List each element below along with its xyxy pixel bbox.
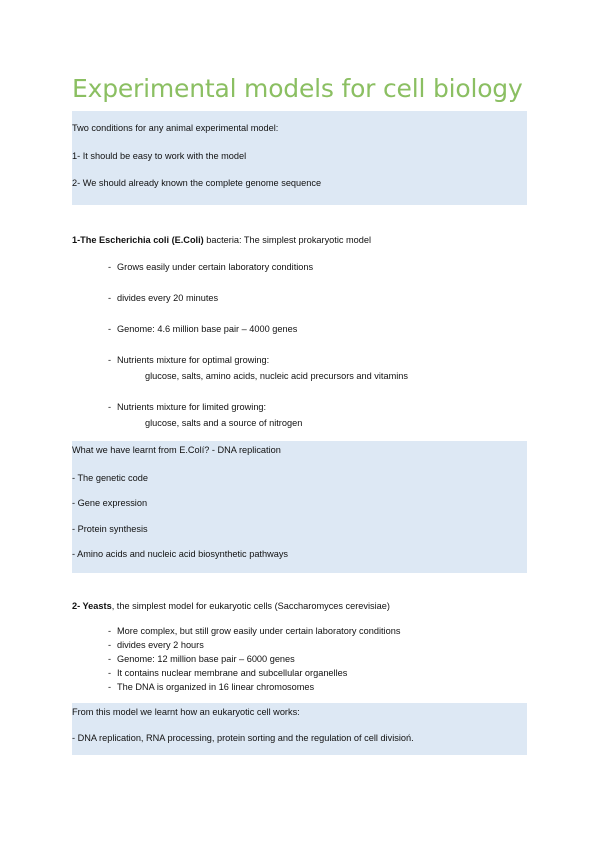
ecoli-item: - Nutrients mixture for limited growing: [117, 401, 266, 413]
learnt-line: - Gene expression [72, 498, 148, 508]
ecoli-item: - Nutrients mixture for optimal growing: [117, 354, 269, 366]
limited-nutrients: glucose, salts and a source of nitrogen [145, 418, 303, 428]
ecoli-item: - divides every 20 minutes [117, 292, 218, 304]
optimal-nutrients: glucose, salts, amino acids, nucleic acid precursors and vitamins [145, 371, 408, 381]
yeasts-heading-bold: 2- Yeasts [72, 601, 112, 611]
ecoli-heading [72, 234, 371, 246]
ecoli-heading-bold: 1-The Escherichia coli (E.Coli) [72, 235, 204, 245]
learnt-line: - Amino acids and nucleic acid biosynthetic pathways [72, 549, 289, 559]
yeasts-item: - The DNA is organized in 16 linear chromosomes [117, 681, 314, 693]
ecoli-heading-rest: bacteria: The simplest prokaryotic model [203, 235, 372, 245]
eukaryotic-detail: - DNA replication, RNA processing, protein sorting and the regulation of cell divisioń. [72, 733, 414, 743]
yeasts-heading [72, 600, 390, 612]
condition-2: 2- We should already known the complete genome sequence [72, 178, 322, 188]
yeasts-item: - More complex, but still grow easily under certain laboratory conditions [117, 625, 400, 637]
ecoli-item: - Grows easily under certain laboratory conditions [117, 261, 313, 273]
conditions-intro: Two conditions for any animal experimental model: [72, 123, 279, 133]
yeasts-item: - divides every 2 hours [117, 639, 204, 651]
condition-1: 1- It should be easy to work with the model [72, 151, 247, 161]
yeasts-item: - It contains nuclear membrane and subcellular organelles [117, 667, 347, 679]
yeasts-item: - Genome: 12 million base pair – 6000 genes [117, 653, 295, 665]
yeasts-heading-rest: , the simplest model for eukaryotic cells (Saccharomyces cerevisiae) [111, 601, 390, 611]
learnt-line: What we have learnt from E.Colí? - DNA replication [72, 445, 281, 455]
learnt-line: - The genetic code [72, 473, 148, 483]
ecoli-item: - Genome: 4.6 million base pair – 4000 genes [117, 323, 297, 335]
learnt-line: - Protein synthesis [72, 524, 148, 534]
page-title: Experimental models for cell biology [72, 74, 523, 103]
eukaryotic-intro: From this model we learnt how an eukaryotic cell works: [72, 707, 300, 717]
